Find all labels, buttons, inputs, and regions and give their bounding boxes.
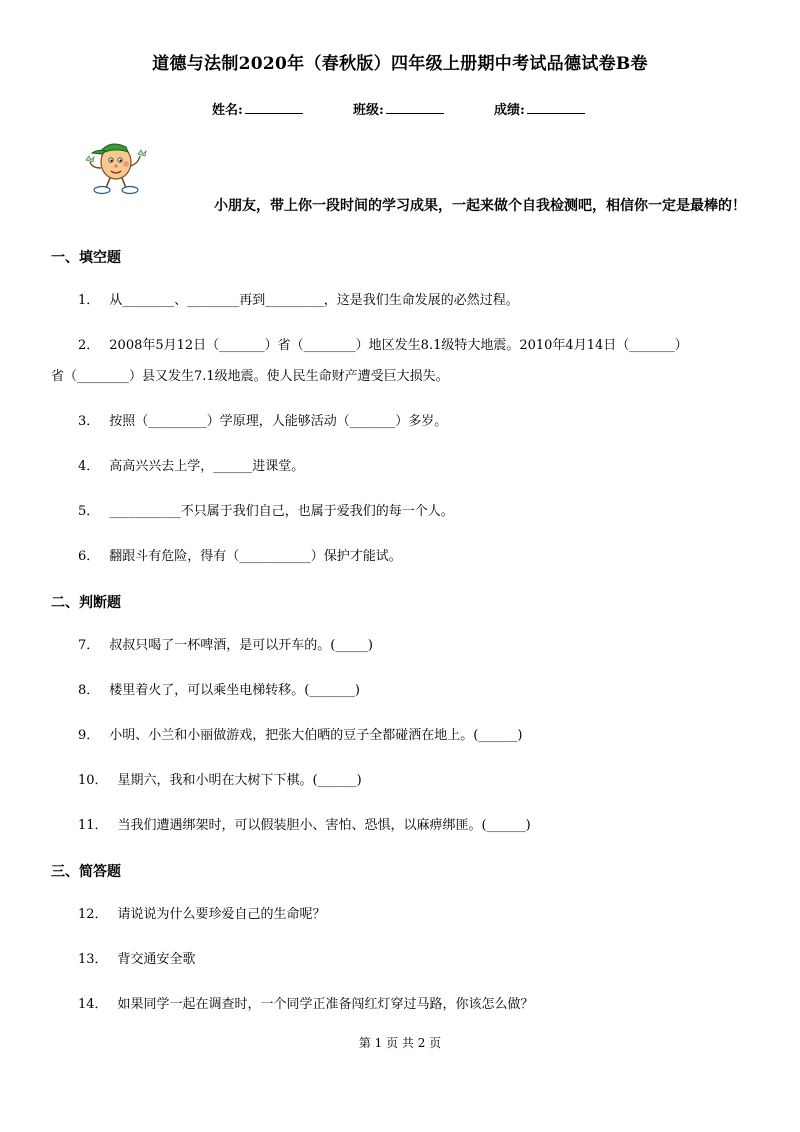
question-number: 3． [78,414,100,429]
class-label: 班级: [353,103,384,118]
question-9[interactable] [78,726,522,746]
question-2[interactable] [78,336,688,356]
question-text: 当我们遭遇绑架时，可以假装胆小、害怕、恐惧，以麻痹绑匪。(______) [117,818,531,833]
question-text: 高高兴兴去上学，______进课堂。 [109,459,305,474]
question-text: 叔叔只喝了一杯啤酒，是可以开车的。(_____) [109,638,373,653]
question-number: 8． [78,683,100,698]
question-text: ___________不只属于我们自己，也属于爱我们的每一个人。 [109,504,454,519]
question-11[interactable] [78,816,531,836]
score-label: 成绩: [494,103,525,118]
question-text: 小明、小兰和小丽做游戏，把张大伯晒的豆子全都碰洒在地上。(______) [109,728,523,743]
question-10[interactable] [78,771,362,791]
question-text: 如果同学一起在调查时，一个同学正准备闯红灯穿过马路，你该怎么做？ [117,997,534,1012]
question-8[interactable] [78,681,360,701]
question-14[interactable] [78,995,534,1015]
name-field[interactable] [212,99,303,118]
question-12[interactable] [78,905,326,925]
intro-text: 小朋友，带上你一段时间的学习成果，一起来做个自我检测吧，相信你一定是最棒的！ [214,198,746,214]
section-fill-heading: 一、填空题 [51,250,121,266]
class-blank[interactable] [386,101,444,114]
question-1[interactable] [78,291,519,311]
page-footer: 第 1 页 共 2 页 [358,1036,442,1050]
question-text: 按照（_________）学原理，人能够活动（_______）多岁。 [109,414,448,429]
question-text: 楼里着火了，可以乘坐电梯转移。(_______) [109,683,360,698]
question-text: 2008年5月12日（_______）省（________）地区发生8.1级特大地震。2010年4月14日（_______） [109,338,688,353]
name-label: 姓名: [212,103,243,118]
question-13[interactable] [78,950,196,970]
question-number: 11． [78,818,108,833]
cartoon-boy-mascot-icon [80,138,148,196]
question-number: 2． [78,338,100,353]
question-3[interactable] [78,412,447,432]
class-field[interactable] [353,99,444,118]
question-number: 10． [78,773,108,788]
section-judge-heading: 二、判断题 [51,595,121,611]
question-5[interactable] [78,502,454,522]
question-number: 14． [78,997,108,1012]
score-field[interactable] [494,99,585,118]
question-number: 12． [78,907,108,922]
question-text: 请说说为什么要珍爱自己的生命呢？ [117,907,326,922]
question-text: 翻跟斗有危险，得有（___________）保护才能试。 [109,549,402,564]
question-6[interactable] [78,547,402,567]
question-7[interactable] [78,636,373,656]
question-text: 从________、________再到_________，这是我们生命发展的必然过程。 [109,293,519,308]
question-4[interactable] [78,457,304,477]
question-number: 4． [78,459,100,474]
question-number: 13． [78,952,108,967]
question-text: 星期六，我和小明在大树下下棋。(______) [117,773,362,788]
question-number: 7． [78,638,100,653]
question-number: 1． [78,293,100,308]
question-2-continued: 省（________）县又发生7.1级地震。使人民生命财产遭受巨大损失。 [51,369,449,384]
question-text: 背交通安全歌 [117,952,196,967]
score-blank[interactable] [527,101,585,114]
question-number: 5． [78,504,100,519]
section-short-heading: 三、简答题 [51,864,121,880]
page-title: 道德与法制2020年（春秋版）四年级上册期中考试品德试卷B卷 [152,54,648,74]
question-number: 6． [78,549,100,564]
question-number: 9． [78,728,100,743]
name-blank[interactable] [245,101,303,114]
